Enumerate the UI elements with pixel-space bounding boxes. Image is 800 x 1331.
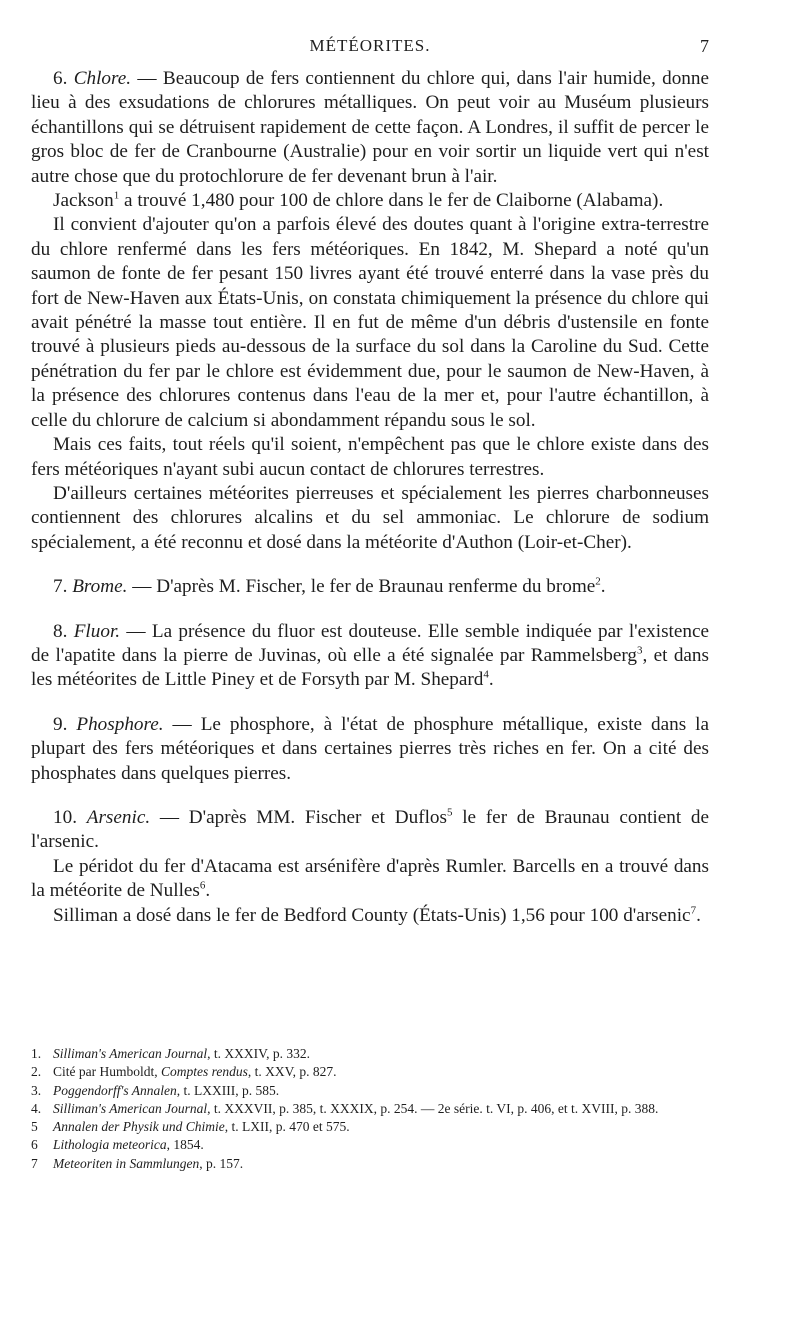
body-text [31,67,709,928]
section-number: 9. [53,713,68,735]
paragraph [31,904,709,928]
footnote-number: 3. [31,1082,42,1098]
footnote-ref: 5 [446,806,453,819]
footnote-ref: 1 [113,189,120,202]
section-brome [31,575,709,599]
footnote [31,1118,709,1136]
footnote-title: Lithologia meteorica [53,1137,167,1153]
section-number: 6. [53,68,68,89]
footnote [31,1136,709,1154]
section-label: Chlore. [73,68,132,89]
footnote-title: Poggendorff's Annalen [53,1082,177,1098]
footnote-text: , t. XXV, p. 827. [247,1064,337,1080]
footnote-number: 4. [31,1100,42,1116]
footnote-title: Comptes rendus [161,1064,248,1080]
footnote [31,1045,709,1063]
footnote-title: Silliman's American Journal [53,1100,208,1116]
paragraph: Il convient d'ajouter qu'on a parfois élevé des doutes quant à l'origine extra-terrestre du chlore renfermé dans les fers météoriques. En 1842, M. Shepard a noté qu'un saumon de fonte de fer pesant 150 livres ayant été trouvé enterré dans la vase près du fort de New-Haven aux États-Unis, on constata chimiquement la présence du chlore qui avait pénétré la masse tout entière. Il en fut de même d'un débris d'ustensile en fonte trouvé à plusieurs pieds au-dessous de la surface du sol dans la Caroline du Sud. Cette pénétration du fer par le chlore est évidemment due, pour le saumon de New-Haven, à la présence des chlorures contenus dans l'eau de la mer et, pour l'autre échantillon, à celle du chlorure de calcium si abondamment répandu sous le sol. [31,214,709,431]
footnote-ref: 4 [483,668,489,681]
section-number: 8. [53,620,68,642]
section-text: — D'après M. Fischer, le fer de Braunau renferme du brome [127,576,596,598]
section-text: — Le phosphore, à l'état de phosphure métallique, existe dans la plupart des fers météoriques et dans certaines pierres très riches en fer. On a cité des phosphates dans quelques pierres. [31,713,709,784]
section-label: Fluor. [73,620,121,642]
section-text: le fer de Braunau contient de l'arsenic. [31,806,710,853]
section-label: Arsenic. [86,806,151,828]
footnote-text: , t. XXXIV, p. 332. [207,1046,311,1061]
section-text: — D'après MM. Fischer et Duflos [150,806,447,828]
page-number: 7 [700,36,709,56]
footnote-number: 6 [31,1137,38,1153]
footnote-title: Annalen der Physik und Chimie [53,1119,225,1135]
punctuation: . [600,576,606,598]
footnote-ref: 3 [637,644,643,657]
punctuation: . [696,904,701,926]
footnote-text: , p. 157. [199,1155,244,1171]
footnote [31,1063,709,1081]
footnote-title: Meteoriten in Sammlungen [53,1155,200,1171]
section-number: 7. [53,576,68,598]
paragraph: D'ailleurs certaines météorites pierreuses et spécialement les pierres charbonneuses contiennent des chlorures alcalins et du sel ammoniac. Le chlorure de sodium spécialement, a été reconnu et dosé dans la météorite d'Authon (Loir-et-Cher). [31,482,709,553]
footnote-title: Silliman's American Journal [53,1046,208,1061]
running-title: MÉTÉORITES. [309,36,431,55]
section-text: — Beaucoup de fers contiennent du chlore qui, dans l'air humide, donne lieu à des exsudations de chlorures métalliques. On peut voir au Muséum plusieurs échantillons qui se détruisent rapidement de cette façon. A Londres, il suffit de percer le gros bloc de fer de Cranbourne (Australie) pour en voir sortir un liquide vert qui n'est autre chose que du protochlorure de fer devenant brun à l'air. [31,68,709,187]
section-label: Brome. [72,576,128,598]
footnote-ref: 6 [199,879,206,892]
paragraph [31,855,709,904]
footnote-text: , t. LXII, p. 470 et 575. [224,1119,350,1135]
section-chlore [31,67,709,189]
section-number: 10. [53,806,77,828]
section-phosphore [31,713,709,786]
footnote [31,1100,709,1118]
section-text: , et dans les météorites de Little Piney et de Forsyth par M. Shepard [31,644,709,691]
section-text: — La présence du fluor est douteuse. Elle semble indiquée par l'existence de l'apatite dans la pierre de Juvinas, où elle a été signalée par Rammelsberg [31,620,710,666]
footnote-ref: 7 [690,904,697,917]
footnote-number: 7 [31,1155,38,1171]
punctuation: . [488,669,494,691]
footnotes [31,1045,709,1173]
paragraph [31,189,709,213]
footnote-text: , 1854. [166,1137,204,1153]
footnote-text: , t. XXXVII, p. 385, t. XXXIX, p. 254. — 2e série. t. VI, p. 406, et t. XVIII, p. 388. [207,1100,659,1116]
paragraph-text: Jackson [53,190,114,212]
footnote-number: 1. [31,1046,42,1061]
section-label: Phosphore. [76,713,164,735]
paragraph: Mais ces faits, tout réels qu'il soient, n'empêchent pas que le chlore existe dans des fers météoriques n'ayant subi aucun contact de chlorures terrestres. [31,434,709,480]
page-header [31,36,709,60]
section-fluor [31,620,709,693]
section-arsenic [31,806,709,855]
footnote-text: Cité par Humboldt, [53,1064,161,1080]
paragraph-text: a trouvé 1,480 pour 100 de chlore dans le fer de Claiborne (Alabama). [119,190,664,212]
footnote-text: , t. LXXIII, p. 585. [176,1082,280,1098]
footnote-ref: 2 [595,575,601,588]
footnote [31,1082,709,1100]
paragraph-text: Le péridot du fer d'Atacama est arsénifère d'après Rumler. Barcells en a trouvé dans la météorite de Nulles [31,855,709,902]
footnote [31,1155,709,1173]
paragraph-text: Silliman a dosé dans le fer de Bedford County (États-Unis) 1,56 pour 100 d'arsenic [53,904,691,926]
footnote-number: 2. [31,1064,42,1080]
punctuation: . [205,880,211,902]
footnote-number: 5 [31,1119,38,1135]
